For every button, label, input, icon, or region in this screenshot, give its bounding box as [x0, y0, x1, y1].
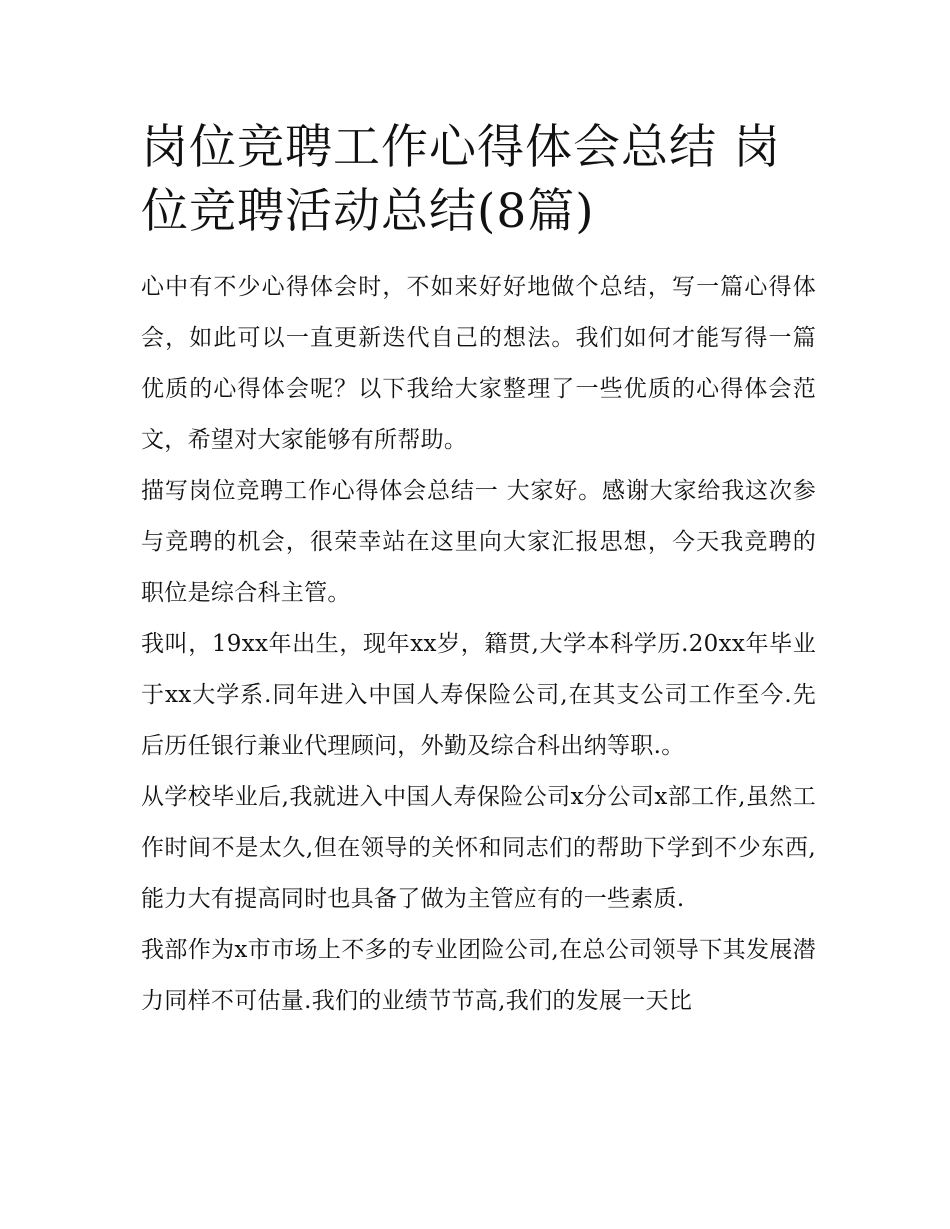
document-title: 岗位竞聘工作心得体会总结 岗位竞聘活动总结(8篇) [141, 120, 781, 239]
document-body [141, 116, 816, 1027]
paragraph-section-one-opening: 描写岗位竞聘工作心得体会总结一 大家好。感谢大家给我这次参与竞聘的机会，很荣幸站在这里向大家汇报思想，今天我竞聘的职位是综合科主管。 [141, 478, 816, 606]
paragraph-intro: 心中有不少心得体会时，不如来好好地做个总结，写一篇心得体会，如此可以一直更新迭代自己的想法。我们如何才能写得一篇优质的心得体会呢？以下我给大家整理了一些优质的心得体会范文，希望对大家能够有所帮助。 [141, 274, 816, 453]
paragraph-self-introduction: 我叫，19xx年出生，现年xx岁，籍贯,大学本科学历.20xx年毕业于xx大学系.同年进入中国人寿保险公司,在其支公司工作至今.先后历任银行兼业代理顾问，外勤及综合科出纳等职.。 [141, 631, 816, 759]
paragraph-work-experience: 从学校毕业后,我就进入中国人寿保险公司x分公司x部工作,虽然工作时间不是太久,但在领导的关怀和同志们的帮助下学到不少东西,能力大有提高同时也具备了做为主管应有的一些素质. [141, 784, 816, 912]
paragraph-department-outlook: 我部作为x市市场上不多的专业团险公司,在总公司领导下其发展潜力同样不可估量.我们的业绩节节高,我们的发展一天比 [141, 937, 816, 1014]
